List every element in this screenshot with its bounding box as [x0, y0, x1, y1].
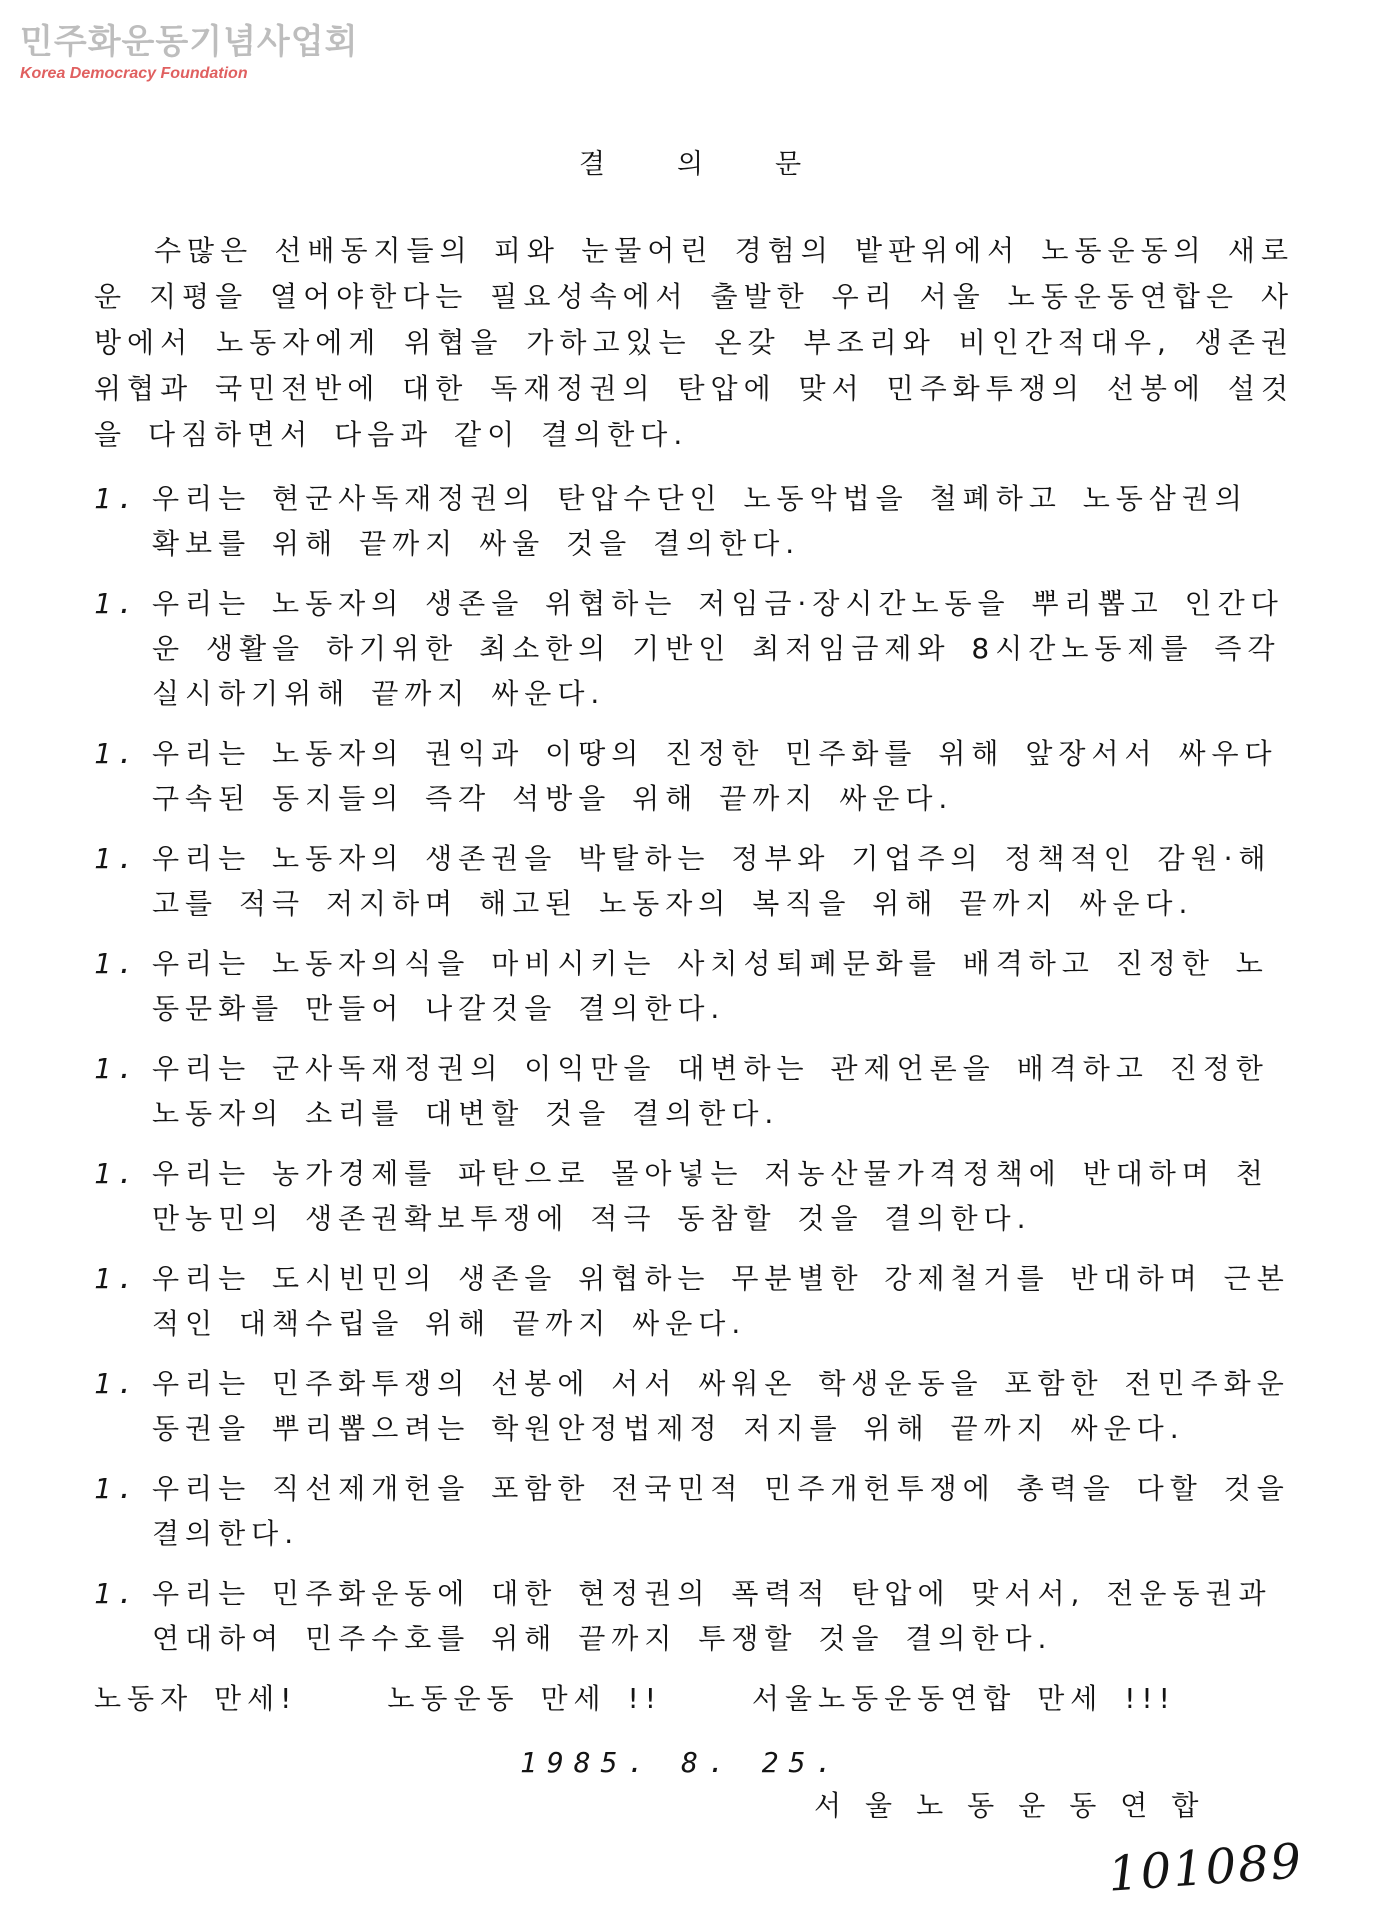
resolution-text: 우리는 직선제개헌을 포함한 전국민적 민주개헌투쟁에 총력을 다할 것을 결의한다.: [152, 1472, 1290, 1550]
resolution-text: 우리는 도시빈민의 생존을 위협하는 무분별한 강제철거를 반대하며 근본적인 대책수립을 위해 끝까지 싸운다.: [152, 1262, 1290, 1340]
watermark-korean: 민주화운동기념사업회: [20, 22, 359, 62]
resolution-number: 1.: [94, 1367, 140, 1400]
document-date: 1985. 8. 25.: [520, 1746, 843, 1779]
resolution-item: [94, 836, 1294, 926]
resolution-item: [94, 731, 1294, 821]
resolution-number: 1.: [94, 737, 140, 770]
document-body: [94, 228, 1294, 1722]
watermark-english: Korea Democracy Foundation: [20, 65, 248, 82]
handwritten-archive-number: 101089: [1106, 1833, 1305, 1903]
resolution-number: 1.: [94, 1262, 140, 1295]
resolution-text: 우리는 농가경제를 파탄으로 몰아넣는 저농산물가격정책에 반대하며 천만농민의 생존권확보투쟁에 적극 동참할 것을 결의한다.: [152, 1157, 1269, 1235]
resolution-text: 우리는 민주화운동에 대한 현정권의 폭력적 탄압에 맞서서, 전운동권과 연대하여 민주수호를 위해 끝까지 투쟁할 것을 결의한다.: [152, 1577, 1272, 1655]
foundation-watermark: [20, 22, 358, 84]
resolution-item: [94, 581, 1294, 716]
resolution-item: [94, 476, 1294, 566]
resolution-number: 1.: [94, 1052, 140, 1085]
resolution-item: [94, 1571, 1294, 1661]
slogan-workers: 노동자 만세!: [94, 1682, 298, 1715]
resolution-text: 우리는 노동자의 생존권을 박탈하는 정부와 기업주의 정책적인 감원·해고를 적극 저지하며 해고된 노동자의 복직을 위해 끝까지 싸운다.: [152, 842, 1272, 920]
resolution-text: 우리는 군사독재정권의 이익만을 대변하는 관제언론을 배격하고 진정한 노동자의 소리를 대변할 것을 결의한다.: [152, 1052, 1269, 1130]
issuing-organization: 서울노동운동연합: [814, 1789, 1223, 1822]
resolution-number: 1.: [94, 587, 140, 620]
resolution-item: [94, 1256, 1294, 1346]
resolution-item: [94, 1361, 1294, 1451]
resolution-item: [94, 1046, 1294, 1136]
resolution-text: 우리는 민주화투쟁의 선봉에 서서 싸워온 학생운동을 포함한 전민주화운동권을 뿌리뽑으려는 학원안정법제정 저지를 위해 끝까지 싸운다.: [152, 1367, 1290, 1445]
resolution-number: 1.: [94, 1472, 140, 1505]
resolution-number: 1.: [94, 482, 140, 515]
resolution-number: 1.: [94, 1577, 140, 1610]
resolution-number: 1.: [94, 947, 140, 980]
document-title: 결의문: [578, 149, 874, 180]
resolution-number: 1.: [94, 1157, 140, 1190]
resolution-item: [94, 941, 1294, 1031]
resolution-text: 우리는 노동자의 생존을 위협하는 저임금·장시간노동을 뿌리뽑고 인간다운 생활을 하기위한 최소한의 기반인 최저임금제와 8시간노동제를 즉각실시하기위해 끝까지 싸운다.: [152, 587, 1284, 710]
slogan-line: [94, 1676, 1294, 1722]
resolution-text: 우리는 현군사독재정권의 탄압수단인 노동악법을 철폐하고 노동삼권의 확보를 위해 끝까지 싸울 것을 결의한다.: [152, 482, 1248, 560]
resolution-item: [94, 1151, 1294, 1241]
slogan-federation: 서울노동운동연합 만세 !!!: [751, 1682, 1176, 1715]
resolution-number: 1.: [94, 842, 140, 875]
resolution-list: [94, 476, 1294, 1661]
slogan-labor-movement: 노동운동 만세 !!: [387, 1682, 662, 1715]
intro-paragraph: 수많은 선배동지들의 피와 눈물어린 경험의 밭판위에서 노동운동의 새로운 지평을 열어야한다는 필요성속에서 출발한 우리 서울 노동운동연합은 사방에서 노동자에게 위협을 가하고있는 온갖 부조리와 비인간적대우, 생존권위협과 국민전반에 대한 독재정권의 탄압에 맞서 민주화투쟁의 선봉에 설것을 다짐하면서 다음과 같이 결의한다.: [94, 234, 1294, 451]
resolution-item: [94, 1466, 1294, 1556]
resolution-text: 우리는 노동자의식을 마비시키는 사치성퇴폐문화를 배격하고 진정한 노동문화를 만들어 나갈것을 결의한다.: [152, 947, 1269, 1025]
resolution-text: 우리는 노동자의 권익과 이땅의 진정한 민주화를 위해 앞장서서 싸우다 구속된 동지들의 즉각 석방을 위해 끝까지 싸운다.: [152, 737, 1278, 815]
